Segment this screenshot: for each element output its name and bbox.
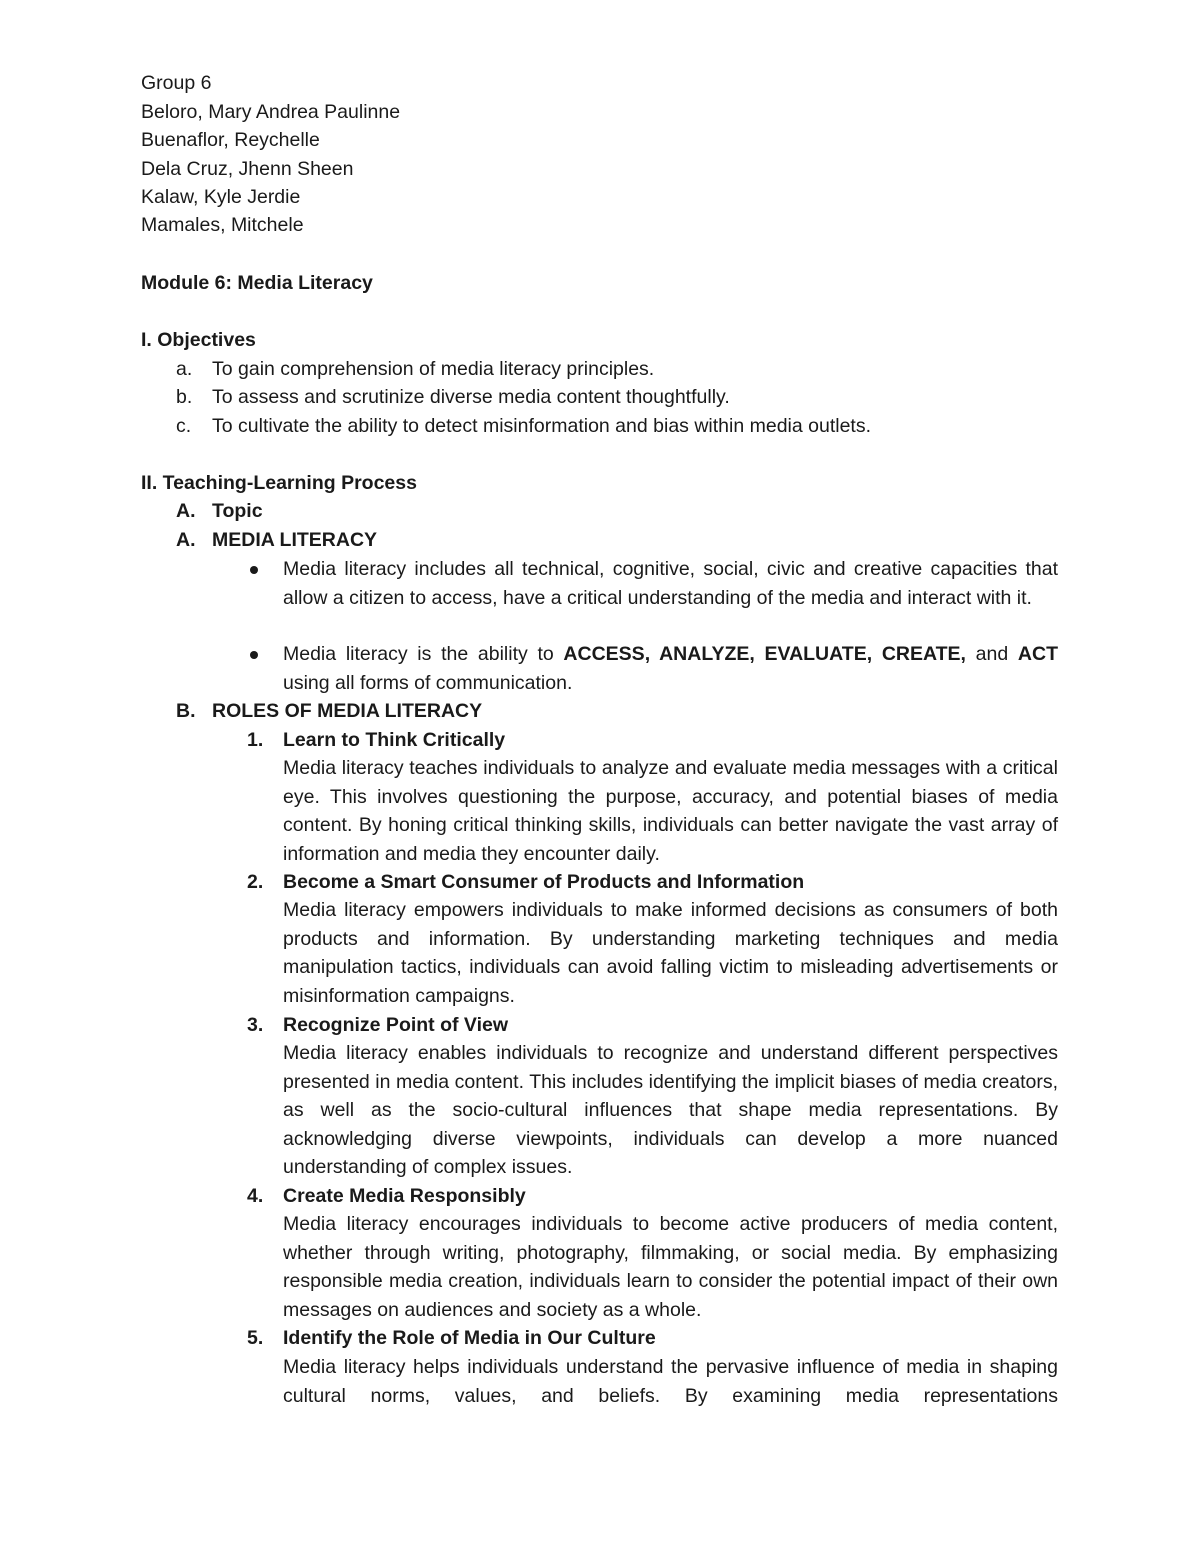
- role-number: 5.: [247, 1327, 264, 1349]
- objectives-heading: I. Objectives: [141, 329, 256, 351]
- role-number: 3.: [247, 1014, 264, 1036]
- role-title: Recognize Point of View: [283, 1014, 509, 1036]
- role-body: Media literacy helps individuals understand the pervasive influence of media in shaping cultural norms, values, and beliefs. By examining media representations: [283, 1356, 1058, 1407]
- module-title: Module 6: Media Literacy: [141, 272, 373, 294]
- bullet-text: Media literacy is the ability to ACCESS, ANALYZE, EVALUATE, CREATE, and ACT using all forms of communication.: [283, 643, 1058, 694]
- section-marker: A.: [176, 529, 196, 551]
- role-body: Media literacy teaches individuals to analyze and evaluate media messages with a critical eye. This involves questioning the purpose, accuracy, and potential biases of media content. By honing critical thinking skills, individuals can better navigate the vast array of information and media they encounter daily.: [283, 757, 1058, 865]
- bullet-icon: [250, 651, 258, 659]
- role-title: Learn to Think Critically: [283, 729, 506, 751]
- role-number: 1.: [247, 729, 264, 751]
- objective-text: To cultivate the ability to detect misinformation and bias within media outlets.: [212, 415, 872, 437]
- topic-label: Topic: [212, 500, 263, 522]
- objective-marker: a.: [176, 358, 193, 380]
- section-marker: B.: [176, 700, 196, 722]
- objective-marker: b.: [176, 386, 193, 408]
- section-heading-media-literacy: MEDIA LITERACY: [212, 529, 378, 551]
- role-number: 2.: [247, 871, 264, 893]
- role-body: Media literacy enables individuals to recognize and understand different perspectives presented in media content. This includes identifying the implicit biases of media creators, as well as the socio-cultural influences that shape media representations. By acknowledging diverse viewpoints, individuals can develop a more nuanced understanding of complex issues.: [283, 1042, 1058, 1178]
- member-name: Dela Cruz, Jhenn Sheen: [141, 158, 354, 180]
- bullet-icon: [250, 566, 258, 574]
- bullet-text: Media literacy includes all technical, cognitive, social, civic and creative capacities that allow a citizen to access, have a critical understanding of the media and interact with it.: [283, 558, 1058, 609]
- process-heading: II. Teaching-Learning Process: [141, 472, 417, 494]
- role-body: Media literacy encourages individuals to become active producers of media content, whether through writing, photography, filmmaking, or social media. By emphasizing responsible media creation, individuals learn to consider the potential impact of their own messages on audiences and society as a whole.: [283, 1213, 1058, 1321]
- objective-text: To gain comprehension of media literacy principles.: [212, 358, 655, 380]
- member-name: Mamales, Mitchele: [141, 214, 304, 236]
- member-name: Beloro, Mary Andrea Paulinne: [141, 101, 401, 123]
- objective-text: To assess and scrutinize diverse media content thoughtfully.: [212, 386, 730, 408]
- role-body: Media literacy empowers individuals to make informed decisions as consumers of both products and information. By understanding marketing techniques and media manipulation tactics, individuals can avoid falling victim to misleading advertisements or misinformation campaigns.: [283, 899, 1058, 1007]
- member-name: Buenaflor, Reychelle: [141, 129, 320, 151]
- member-name: Kalaw, Kyle Jerdie: [141, 186, 301, 208]
- role-title: Identify the Role of Media in Our Culture: [283, 1327, 656, 1349]
- role-number: 4.: [247, 1185, 264, 1207]
- role-title: Become a Smart Consumer of Products and Information: [283, 871, 805, 893]
- topic-marker: A.: [176, 500, 196, 522]
- group-label: Group 6: [141, 72, 212, 94]
- role-title: Create Media Responsibly: [283, 1185, 526, 1207]
- objective-marker: c.: [176, 415, 192, 437]
- section-heading-roles: ROLES OF MEDIA LITERACY: [212, 700, 483, 722]
